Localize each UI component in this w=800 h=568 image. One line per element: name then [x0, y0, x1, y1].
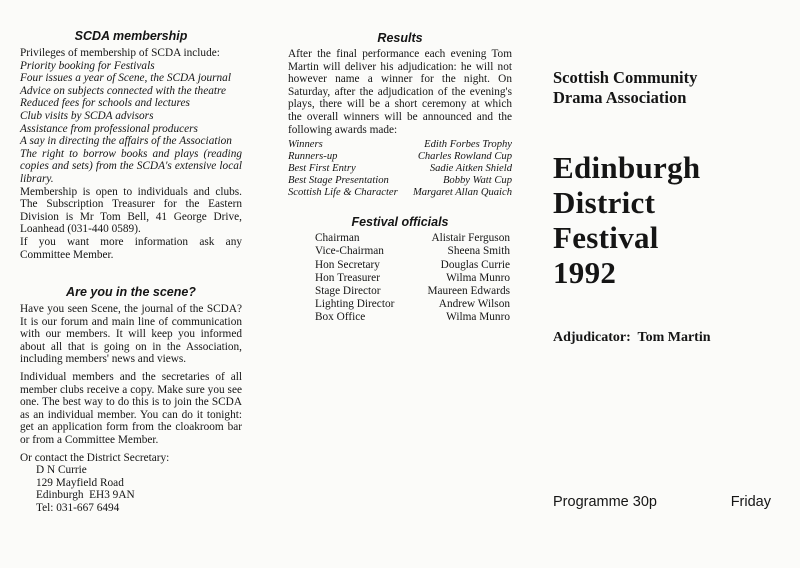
- official-role: Stage Director: [315, 284, 381, 297]
- award-category: Best Stage Presentation: [288, 175, 389, 187]
- membership-open-text: Membership is open to individuals and clubs. The Subscription Treasurer for the Eastern Division is Mr Tom Bell, 41 George Drive, Loanhead (031-440 0589).: [20, 185, 242, 236]
- official-name: Wilma Munro: [446, 311, 510, 324]
- awards-list: [288, 139, 512, 199]
- adjudicator-line: Adjudicator: Tom Martin: [553, 330, 711, 345]
- official-name: Andrew Wilson: [438, 298, 510, 311]
- results-text: After the final performance each evening Tom Martin will deliver his adjudication: he will not however name a winner for the night. On Saturday, after the adjudication of the evening's plays, there will be a short ceremony at which the overall winners will be announced and the following awards made:: [288, 48, 512, 136]
- official-row: [288, 232, 512, 245]
- contact-line: Tel: 031-667 6494: [36, 502, 120, 514]
- association-name: [553, 68, 783, 108]
- scene-paragraph: Have you seen Scene, the journal of the SCDA? It is our forum and main line of communication with our members. It will keep you informed about all that is going on in the Association, including members' news and views.: [20, 303, 242, 366]
- official-row: [288, 272, 512, 285]
- official-row: [288, 311, 512, 324]
- association-line: Scottish Community: [553, 68, 698, 87]
- privilege-item: Advice on subjects connected with the theatre: [20, 84, 226, 97]
- festival-title-line: Edinburgh: [553, 150, 701, 185]
- festival-title-line: Festival: [553, 220, 659, 255]
- contact-intro: Or contact the District Secretary:: [20, 451, 170, 464]
- scene-section: [20, 303, 242, 515]
- results-heading: Results: [377, 31, 423, 45]
- contact-line: Edinburgh EH3 9AN: [36, 489, 135, 502]
- membership-intro: Privileges of membership of SCDA include:: [20, 47, 220, 59]
- privilege-item: Reduced fees for schools and lectures: [20, 97, 190, 110]
- official-name: Wilma Munro: [446, 271, 510, 284]
- official-role: Hon Secretary: [315, 258, 380, 271]
- award-category: Runners-up: [288, 151, 338, 163]
- day-label: Friday: [730, 494, 771, 510]
- festival-title-line: District: [553, 185, 656, 220]
- official-row: [288, 285, 512, 298]
- results-column: [288, 0, 512, 325]
- privilege-item: Four issues a year of Scene, the SCDA journal: [20, 72, 231, 85]
- official-role: Box Office: [315, 311, 366, 324]
- contact-line: D N Currie: [36, 464, 87, 477]
- award-row: [288, 175, 512, 187]
- festival-title: [553, 150, 783, 290]
- official-name: Maureen Edwards: [427, 284, 510, 297]
- cover-column: [553, 0, 783, 510]
- privilege-item: The right to borrow books and plays (reading copies and sets) from the SCDA's extensive local library.: [20, 147, 242, 185]
- award-trophy: Edith Forbes Trophy: [424, 139, 512, 151]
- award-trophy: Sadie Aitken Shield: [429, 163, 512, 175]
- official-role: Hon Treasurer: [315, 271, 380, 284]
- award-row: [288, 187, 512, 199]
- award-trophy: Bobby Watt Cup: [442, 175, 512, 187]
- official-row: [288, 245, 512, 258]
- scene-paragraph: Individual members and the secretaries of all member clubs receive a copy. Make sure you see one. The best way to do this is to join the SCDA as an individual member. You can do it tonight: get an application form from the cloakroom bar or from a Committee Member.: [20, 371, 242, 447]
- official-role: Vice-Chairman: [315, 245, 384, 258]
- award-category: Best First Entry: [288, 163, 356, 175]
- privilege-item: A say in directing the affairs of the Association: [20, 135, 232, 148]
- programme-price: Programme 30p: [553, 494, 657, 510]
- official-role: Chairman: [315, 232, 360, 245]
- privilege-item: Assistance from professional producers: [20, 122, 198, 135]
- membership-column: [20, 0, 242, 515]
- officials-heading: Festival officials: [351, 215, 449, 230]
- award-trophy: Margaret Allan Quaich: [412, 187, 512, 199]
- association-line: Drama Association: [553, 88, 687, 107]
- award-row: [288, 163, 512, 175]
- contact-line: 129 Mayfield Road: [36, 476, 124, 489]
- footer: [553, 494, 771, 510]
- festival-year: 1992: [553, 255, 617, 290]
- official-name: Alistair Ferguson: [431, 232, 510, 245]
- official-name: Douglas Currie: [440, 258, 510, 271]
- award-row: [288, 151, 512, 163]
- scene-heading: Are you in the scene?: [66, 285, 196, 300]
- officials-list: [288, 232, 512, 324]
- official-name: Sheena Smith: [447, 245, 510, 258]
- privilege-item: Club visits by SCDA advisors: [20, 109, 154, 122]
- award-category: Winners: [288, 139, 323, 151]
- award-trophy: Charles Rowland Cup: [417, 151, 512, 163]
- award-category: Scottish Life & Character: [288, 187, 398, 199]
- award-row: [288, 139, 512, 151]
- membership-heading: SCDA membership: [74, 29, 188, 43]
- official-row: [288, 259, 512, 272]
- official-row: [288, 298, 512, 311]
- membership-info-text: If you want more information ask any Committee Member.: [20, 235, 242, 261]
- membership-section: [20, 47, 242, 261]
- privilege-item: Priority booking for Festivals: [20, 59, 155, 72]
- official-role: Lighting Director: [315, 298, 395, 311]
